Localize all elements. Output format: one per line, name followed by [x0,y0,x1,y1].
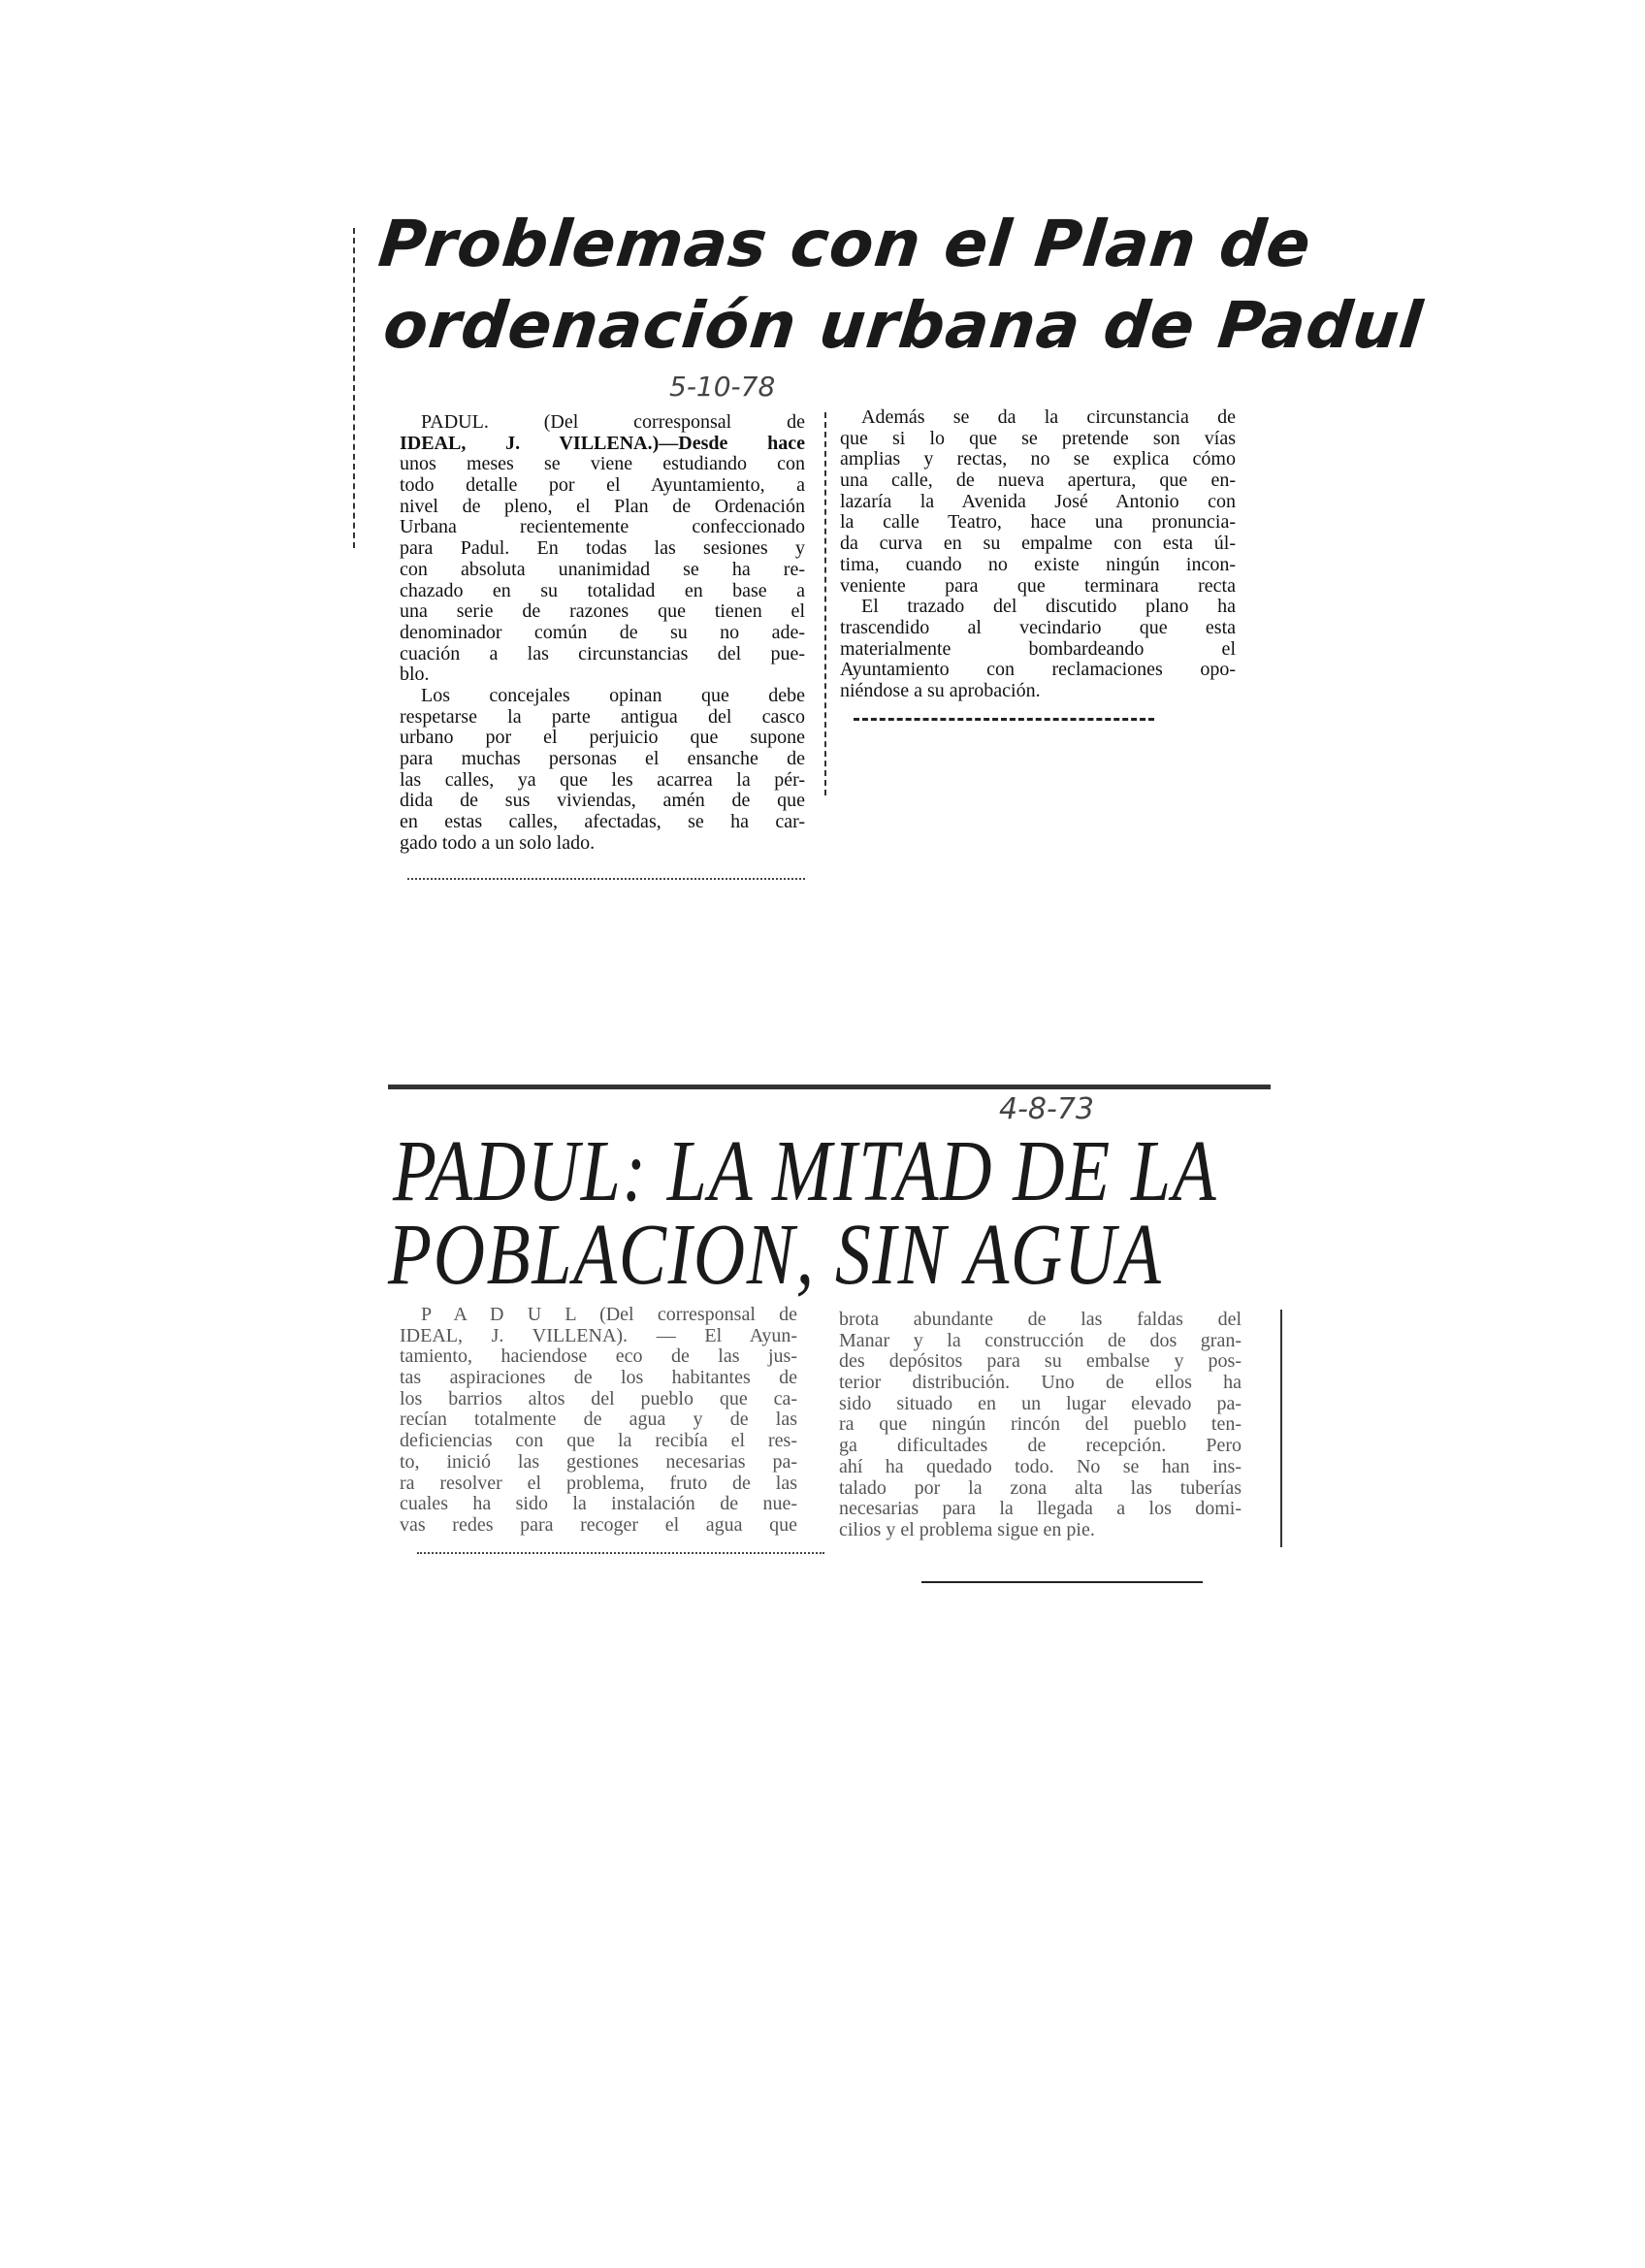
article1-end-rule [854,718,1154,721]
text-line: con absoluta unanimidad se ha re- [400,558,805,580]
text-line: cuales ha sido la instalación de nue- [400,1493,797,1515]
text-line: todo detalle por el Ayuntamiento, a [400,474,805,497]
article1-bottom-rule [407,878,805,880]
text-line: tamiento, haciendose eco de las jus- [400,1345,797,1368]
text-line: para muchas personas el ensanche de [400,748,805,769]
text-line: dida de sus viviendas, amén de que [400,790,805,812]
article1-headline-line2: ordenación urbana de Padul [379,288,1427,363]
text-line: unos meses se viene estudiando con [400,453,805,475]
text-line: chazado en su totalidad en base a [400,579,805,601]
text-line: talado por la zona alta las tuberías [839,1476,1242,1499]
article2-headline-line1: PADUL: LA MITAD DE LA [393,1123,1218,1219]
text-line: to, inició las gestiones necesarias pa- [400,1450,797,1473]
text-line: IDEAL, J. VILLENA). — El Ayun- [400,1324,797,1346]
text-line: Manar y la construcción de dos gran- [839,1329,1242,1351]
article2-left-column [400,1305,797,1537]
text-line: trascendido al vecindario que esta [840,616,1236,638]
text-line: respetarse la parte antigua del casco [400,705,805,728]
text-line: en estas calles, afectadas, se ha car- [400,811,805,833]
article1-right-column [840,407,1236,702]
article2-headline-line2: POBLACION, SIN AGUA [388,1207,1163,1303]
text-line: ahí ha quedado todo. No se han ins- [839,1455,1242,1477]
text-line: IDEAL, J. VILLENA.)—Desde hace [400,432,805,454]
text-line: ga dificultades de recepción. Pero [839,1435,1242,1457]
text-line: que si lo que se pretende son vías [840,427,1236,449]
text-line: materialmente bombardeando el [840,637,1236,660]
text-line: niéndose a su aprobación. [840,679,1041,701]
text-line: blo. [400,664,430,686]
text-line: cuación a las circunstancias del pue- [400,642,805,664]
text-line: amplias y rectas, no se explica cómo [840,448,1236,470]
text-line: brota abundante de las faldas del [839,1309,1242,1330]
article2-end-rule [921,1581,1203,1583]
text-line: Ayuntamiento con reclamaciones opo- [840,659,1236,681]
text-line: ra que ningún rincón del pueblo ten- [839,1413,1242,1436]
text-line: ra resolver el problema, fruto de las [400,1472,797,1494]
text-line: tima, cuando no existe ningún incon- [840,553,1236,575]
text-line: para Padul. En todas las sesiones y [400,537,805,560]
text-line: necesarias para la llegada a los domi- [839,1498,1242,1520]
text-line: las calles, ya que les acarrea la pér- [400,768,805,791]
article1-handwritten-date: 5-10-78 [669,371,776,403]
text-line: recían totalmente de agua y de las [400,1409,797,1431]
article1-left-column [400,412,805,854]
text-line: veniente para que terminara recta [840,574,1236,597]
text-line: Además se da la circunstancia de [861,406,1236,428]
text-line: El trazado del discutido plano ha [861,596,1236,618]
article2-bottom-rule [417,1552,824,1554]
text-line: cilios y el problema sigue en pie. [839,1518,1095,1540]
text-line: vas redes para recoger el agua que [400,1513,797,1536]
article2-right-column [839,1310,1242,1541]
text-line: denominador común de su no ade- [400,621,805,643]
text-line: urbano por el perjuicio que supone [400,727,805,749]
article1-headline-line1: Problemas con el Plan de [374,207,1315,281]
text-line: la calle Teatro, hace una pronuncia- [840,511,1236,534]
article2-handwritten-date: 4-8-73 [999,1092,1094,1126]
text-line: PADUL. (Del corresponsal de [421,411,805,433]
text-line: los barrios altos del pueblo que ca- [400,1387,797,1409]
text-line: sido situado en un lugar elevado pa- [839,1392,1242,1414]
text-line: deficiencias con que la recibía el res- [400,1430,797,1452]
text-line: tas aspiraciones de los habitantes de [400,1367,797,1389]
article2-top-rule [388,1085,1271,1089]
text-line: lazaría la Avenida José Antonio con [840,490,1236,512]
text-line: Urbana recientemente confeccionado [400,516,805,538]
text-line: des depósitos para su embalse y pos- [839,1350,1242,1373]
clipping-edge-mark [353,228,355,548]
text-line: Los concejales opinan que debe [421,684,805,706]
text-line: da curva en su empalme con esta úl- [840,533,1236,555]
text-line: P A D U L (Del corresponsal de [421,1304,797,1325]
text-line: una serie de razones que tienen el [400,600,805,623]
text-line: una calle, de nueva apertura, que en- [840,470,1236,492]
text-line: gado todo a un solo lado. [400,831,596,854]
text-line: nivel de pleno, el Plan de Ordenación [400,495,805,517]
text-line: terior distribución. Uno de ellos ha [839,1372,1242,1394]
column-divider [824,412,826,795]
clipping-edge-mark-right [1280,1310,1282,1547]
